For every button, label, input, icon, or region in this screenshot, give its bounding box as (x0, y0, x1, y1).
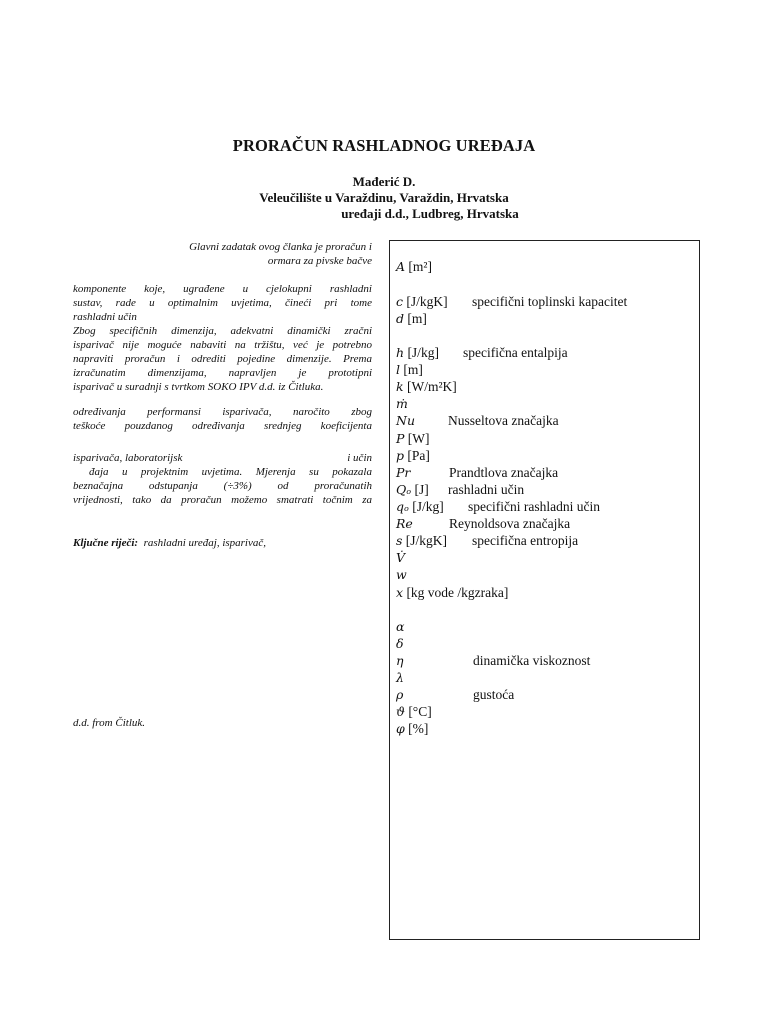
nomenclature-symbol: P (396, 431, 405, 446)
nomenclature-symbol: h (396, 345, 405, 360)
nomenclature-description: specifični rashladni učin (468, 499, 600, 514)
abstract-line (73, 451, 372, 465)
nomenclature-symbol: α (396, 619, 405, 634)
nomenclature-symbol: ϑ (396, 704, 405, 719)
nomenclature-unit: [J] (411, 482, 429, 497)
nomenclature-row (396, 635, 404, 652)
nomenclature-row (396, 293, 448, 310)
abstract-line: teškoće pouzdanog određivanja srednjeg koeficijenta (73, 420, 372, 432)
nomenclature-row (396, 378, 457, 395)
nomenclature-unit: [J/kgK] (402, 533, 448, 548)
nomenclature-symbol: φ (396, 721, 405, 736)
nomenclature-symbol: qₒ (396, 499, 409, 514)
abstract-paragraph-1 (73, 240, 372, 268)
nomenclature-symbol: ρ (396, 687, 404, 702)
nomenclature-unit: [m²] (405, 259, 432, 274)
nomenclature-description: Prandtlova značajka (449, 465, 559, 480)
nomenclature-symbol: d (396, 311, 405, 326)
nomenclature-box (389, 240, 700, 940)
nomenclature-row (396, 447, 430, 464)
nomenclature-row (396, 720, 428, 737)
nomenclature-description: gustoća (473, 687, 515, 702)
keywords-text: rashladni uređaj, isparivač, (143, 537, 267, 549)
nomenclature-symbol: Pr (396, 465, 411, 480)
abstract-line: izračunatim dimenzijama, napravljen je prototipni (73, 367, 372, 379)
nomenclature-description: Nusseltova značajka (448, 413, 559, 428)
abstract-line: đaja u projektnim uvjetima. Mjerenja su pokazala (89, 466, 372, 478)
nomenclature-description: specifična entalpija (463, 345, 568, 360)
nomenclature-symbol: η (396, 653, 404, 668)
keywords-line (73, 536, 372, 550)
nomenclature-description: specifična entropija (472, 533, 579, 548)
nomenclature-symbol: Nu (396, 413, 415, 428)
nomenclature-row (396, 310, 427, 327)
nomenclature-unit: [W] (404, 431, 430, 446)
nomenclature-unit: [J/kg] (404, 345, 439, 360)
nomenclature-row (396, 584, 508, 601)
nomenclature-symbol: w (396, 567, 407, 582)
nomenclature-row (396, 361, 423, 378)
abstract-line: napraviti proračun i odrediti pojedine dimenzije. Prema (73, 353, 372, 365)
abstract-line: isparivač u suradnji s tvrtkom SOKO IPV d.d. iz Čitluka. (73, 381, 324, 393)
abstract-line: ormara za pivske bačve (267, 255, 372, 267)
nomenclature-row (396, 703, 432, 720)
nomenclature-row (396, 532, 447, 549)
nomenclature-unit: [m] (400, 362, 423, 377)
abstract-paragraph-4 (73, 451, 372, 507)
nomenclature-unit: [J/kg] (408, 499, 444, 514)
author-name: Mađerić D. (352, 174, 416, 189)
affiliation-line-2: uređaji d.d., Ludbreg, Hrvatska (341, 206, 519, 221)
abstract-line: vrijednosti, tako da proračun možemo smatrati točnim za (73, 494, 372, 506)
nomenclature-unit: [°C] (404, 704, 432, 719)
abstract-paragraph-2 (73, 282, 372, 394)
nomenclature-unit: [W/m²K] (403, 379, 457, 394)
nomenclature-symbol: x (396, 585, 404, 600)
paper-title: PRORAČUN RASHLADNOG UREĐAJA (232, 136, 536, 155)
nomenclature-row (396, 498, 444, 515)
nomenclature-symbol: ṁ (396, 396, 408, 411)
abstract-line: beznačajna odstupanja (÷3%) od proračunatih (73, 480, 372, 492)
nomenclature-row (396, 618, 404, 635)
abstract-line: rashladni učin (73, 311, 137, 323)
nomenclature-row (396, 430, 430, 447)
nomenclature-symbol: λ (396, 670, 404, 685)
nomenclature-symbol: k (396, 379, 404, 394)
english-abstract-fragment: d.d. from Čitluk. (73, 717, 146, 729)
abstract-line: Zbog specifičnih dimenzija, adekvatni dinamički zračni (73, 325, 372, 337)
nomenclature-row (396, 566, 407, 583)
nomenclature-symbol: l (396, 362, 400, 377)
abstract-paragraph-3 (73, 405, 372, 433)
nomenclature-unit: [m] (404, 311, 427, 326)
nomenclature-description: specifični toplinski kapacitet (472, 294, 628, 309)
nomenclature-unit: [kg vode /kgzraka] (403, 585, 509, 600)
keywords-label: Ključne riječi: (73, 537, 139, 549)
nomenclature-symbol: c (396, 294, 404, 309)
nomenclature-unit: [J/kgK] (403, 294, 448, 309)
nomenclature-row (396, 464, 410, 481)
nomenclature-row (396, 686, 403, 703)
nomenclature-row (396, 652, 404, 669)
nomenclature-symbol: Qₒ (396, 482, 412, 497)
affiliation-line-1: Veleučilište u Varaždinu, Varaždin, Hrvatska (259, 190, 509, 205)
nomenclature-unit: [%] (404, 721, 429, 736)
abstract-fragment: isparivača, laboratorijsk (73, 452, 183, 464)
nomenclature-symbol: δ (396, 636, 404, 651)
nomenclature-row (396, 669, 404, 686)
nomenclature-symbol: p (396, 448, 405, 463)
abstract-line: određivanja performansi isparivača, naročito zbog (73, 406, 372, 418)
nomenclature-row (396, 481, 429, 498)
abstract-line: komponente koje, ugrađene u cjelokupni rashladni (73, 283, 372, 295)
nomenclature-description: rashladni učin (448, 482, 525, 497)
nomenclature-unit: [Pa] (404, 448, 430, 463)
abstract-line: isparivač nije moguće nabaviti na tržištu, već je potrebno (73, 339, 372, 351)
nomenclature-symbol: Re (396, 516, 413, 531)
nomenclature-description: Reynoldsova značajka (449, 516, 571, 531)
nomenclature-row (396, 549, 405, 566)
nomenclature-symbol: A (396, 259, 406, 274)
nomenclature-row (396, 258, 432, 275)
nomenclature-symbol: V̇ (396, 550, 406, 565)
nomenclature-row (396, 395, 408, 412)
abstract-fragment: i učin (347, 452, 372, 464)
nomenclature-symbol: s (396, 533, 403, 548)
abstract-line: sustav, rade u optimalnim uvjetima, čineći pri tome (73, 297, 372, 309)
nomenclature-row (396, 412, 415, 429)
abstract-line: Glavni zadatak ovog članka je proračun i (189, 241, 372, 253)
nomenclature-row (396, 344, 439, 361)
nomenclature-row (396, 515, 413, 532)
nomenclature-description: dinamička viskoznost (473, 653, 591, 668)
